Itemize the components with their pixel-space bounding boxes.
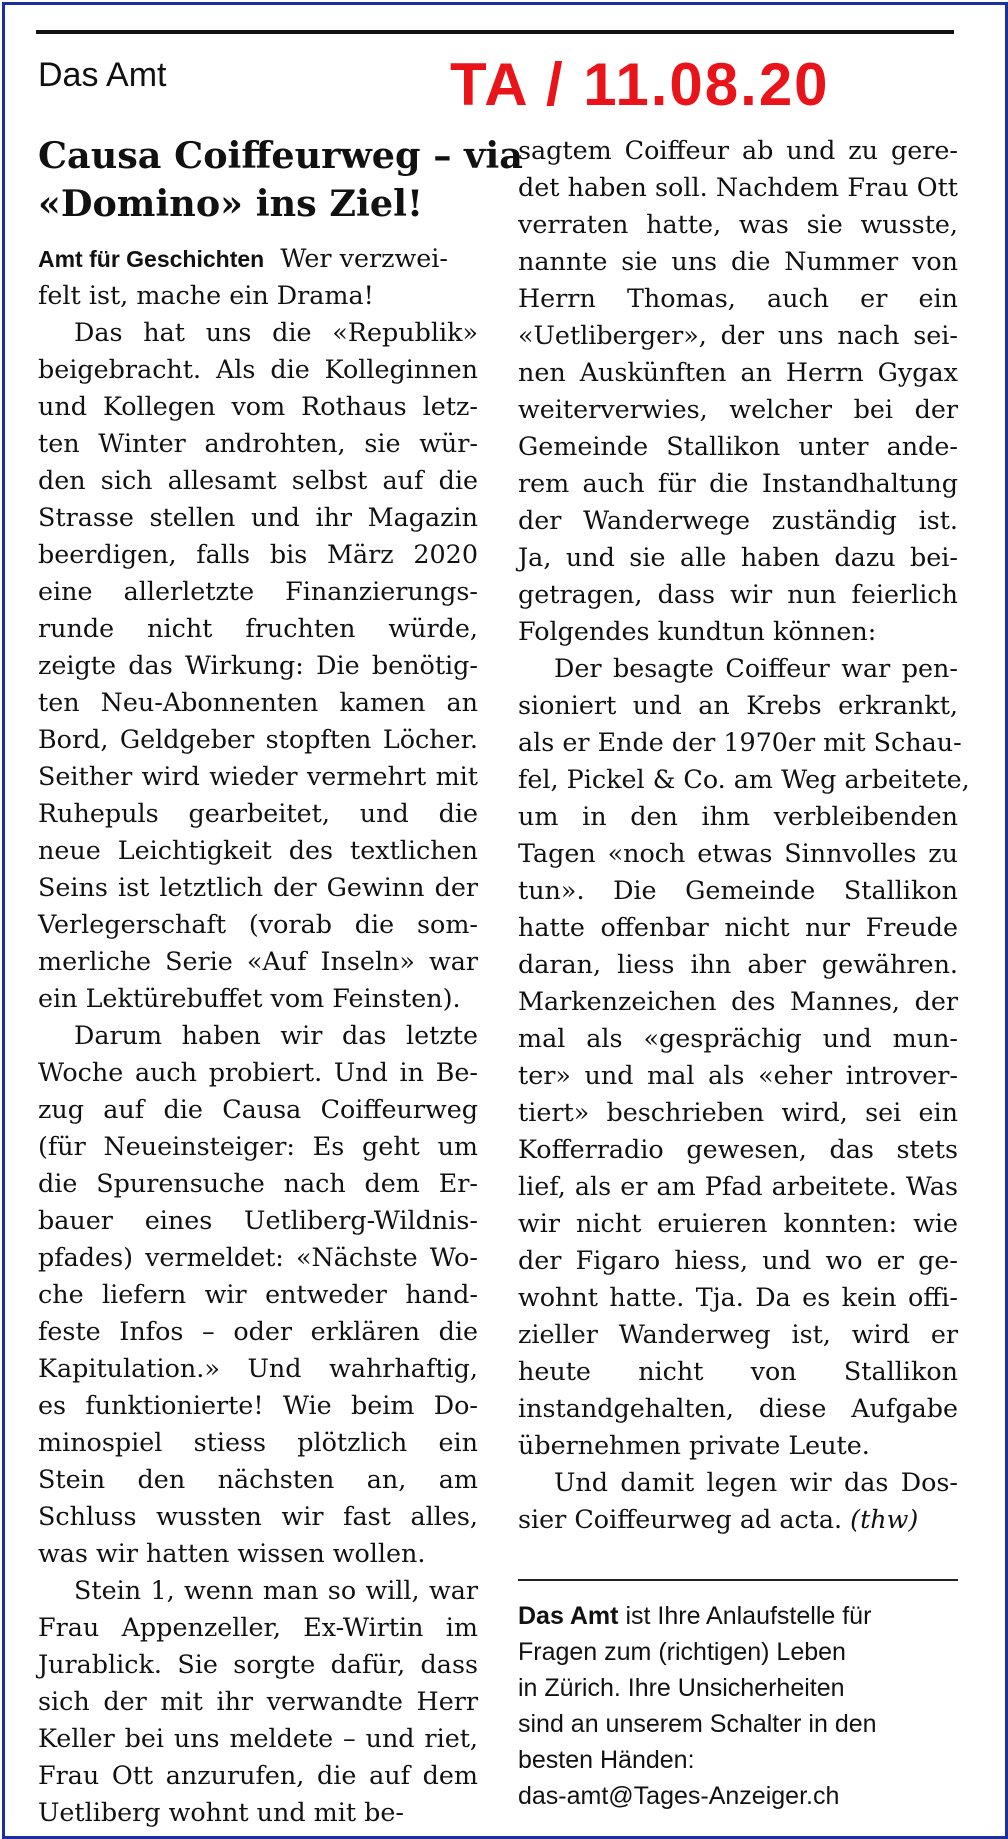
kicker: Amt für Geschichten: [38, 246, 265, 272]
text-line: Kofferradio gewesen, das stets: [518, 1134, 958, 1164]
text-line: Und damit legen wir das Dos-: [554, 1467, 958, 1497]
info-line: in Zürich. Ihre Unsicherheiten: [518, 1674, 845, 1702]
text-line-content: sier Coiffeurweg ad acta.: [518, 1504, 851, 1534]
text-line: Der besagte Coiffeur war pen-: [554, 653, 958, 683]
text-line: Gemeinde Stallikon unter ande-: [518, 431, 958, 461]
text-line: heute nicht von Stallikon: [518, 1356, 958, 1386]
text-line: tiert» beschrieben wird, sei ein: [518, 1097, 958, 1127]
text-line: wir nicht eruieren konnten: wie: [518, 1208, 958, 1238]
text-line: runde nicht fruchten würde,: [38, 613, 478, 643]
text-line: Tagen «noch etwas Sinnvolles zu: [518, 838, 958, 868]
text-line: verraten hatte, was sie wusste,: [518, 209, 958, 239]
text-line: Markenzeichen des Mannes, der: [518, 986, 958, 1016]
right-column: [518, 132, 970, 1538]
text-line: und Kollegen vom Rothaus letz-: [38, 391, 478, 421]
text-line: feste Infos – oder erklären die: [38, 1316, 478, 1346]
text-line: lief, als er am Pfad arbeitete. Was: [518, 1171, 958, 1201]
text-line: getragen, dass wir nun feierlich: [518, 579, 958, 609]
info-line: [518, 1598, 968, 1634]
text-line: tun». Die Gemeinde Stallikon: [518, 875, 958, 905]
text-line: pfades) vermeldet: «Nächste Wo-: [38, 1242, 478, 1272]
text-line: sioniert und an Krebs erkrankt,: [518, 690, 958, 720]
text-line: fel, Pickel & Co. am Weg arbeitete,: [518, 764, 970, 794]
text-line: rem auch für die Instandhaltung: [518, 468, 958, 498]
text-line: Kapitulation.» Und wahrhaftig,: [38, 1353, 478, 1383]
text-line: det haben soll. Nachdem Frau Ott: [518, 172, 958, 202]
text-line: Woche auch probiert. Und in Be-: [38, 1057, 478, 1087]
info-divider: [518, 1579, 958, 1581]
text-line: che liefern wir entweder hand-: [38, 1279, 478, 1309]
headline-line: Causa Coiffeurweg – via: [38, 134, 523, 177]
info-box: [518, 1598, 968, 1814]
info-line: das-amt@Tages-Anzeiger.ch: [518, 1782, 840, 1810]
text-line: um in den ihm verbleibenden: [518, 801, 958, 831]
text-line: mal als «gesprächig und mun-: [518, 1023, 958, 1053]
text-line: weiterverwies, welcher bei der: [518, 394, 958, 424]
text-line: die Spurensuche nach dem Er-: [38, 1168, 478, 1198]
text-line: minospiel stiess plötzlich ein: [38, 1427, 478, 1457]
text-line: nannte sie uns die Nummer von: [518, 246, 958, 276]
text-line: Frau Ott anzurufen, die auf dem: [38, 1760, 478, 1790]
text-line: nen Auskünften an Herrn Gygax: [518, 357, 958, 387]
text-line: felt ist, mache ein Drama!: [38, 280, 374, 310]
text-line: ten Neu-Abonnenten kamen an: [38, 687, 478, 717]
text-line: Bord, Geldgeber stopften Löcher.: [38, 724, 478, 754]
text-line: Strasse stellen und ihr Magazin: [38, 502, 478, 532]
text-line: den sich allesamt selbst auf die: [38, 465, 478, 495]
text-line: was wir hatten wissen wollen.: [38, 1538, 426, 1568]
text-line: Seither wird wieder vermehrt mit: [38, 761, 478, 791]
text-line: Uetliberg wohnt und mit be-: [38, 1797, 404, 1827]
text-line: Ja, und sie alle haben dazu bei-: [518, 542, 958, 572]
text-line: hatte offenbar nicht nur Freude: [518, 912, 958, 942]
text-line: der Wanderwege zuständig ist.: [518, 505, 958, 535]
text-line: zieller Wanderweg ist, wird er: [518, 1319, 958, 1349]
text-line: zeigte das Wirkung: Die benötig-: [38, 650, 478, 680]
text-line: Stein 1, wenn man so will, war: [74, 1575, 478, 1605]
text-line: beigebracht. Als die Kolleginnen: [38, 354, 478, 384]
date-stamp: TA / 11.08.20: [450, 51, 830, 118]
text-line: instandgehalten, diese Aufgabe: [518, 1393, 958, 1423]
author-signature: (thw): [850, 1504, 919, 1534]
text-line: beerdigen, falls bis März 2020: [38, 539, 478, 569]
text-line: Das hat uns die «Republik»: [74, 317, 478, 347]
text-line: ter» und mal als «eher introver-: [518, 1060, 958, 1090]
text-line-content: Wer verzwei-: [264, 243, 448, 273]
text-line: Jurablick. Sie sorgte dafür, dass: [38, 1649, 478, 1679]
text-line: bauer eines Uetliberg-Wildnis-: [38, 1205, 478, 1235]
info-lead: Das Amt: [518, 1602, 619, 1630]
text-line: Stein den nächsten an, am: [38, 1464, 478, 1494]
text-line: ein Lektürebuffet vom Feinsten).: [38, 983, 461, 1013]
text-line: Keller bei uns meldete – und riet,: [38, 1723, 478, 1753]
top-rule: [36, 30, 954, 34]
text-line: «Uetliberger», der uns nach sei-: [518, 320, 958, 350]
text-line: merliche Serie «Auf Inseln» war: [38, 946, 478, 976]
headline-line: «Domino» ins Ziel!: [38, 182, 423, 225]
text-line: Ruhepuls gearbeitet, und die: [38, 798, 478, 828]
text-line: neue Leichtigkeit des textlichen: [38, 835, 478, 865]
text-line: sich der mit ihr verwandte Herr: [38, 1686, 478, 1716]
info-line: Fragen zum (richtigen) Leben: [518, 1638, 846, 1666]
text-line: sagtem Coiffeur ab und zu gere-: [518, 135, 958, 165]
text-line: ten Winter androhten, sie wür-: [38, 428, 478, 458]
text-line: es funktionierte! Wie beim Do-: [38, 1390, 478, 1420]
info-line-content: ist Ihre Anlaufstelle für: [618, 1602, 872, 1630]
text-line: Schluss wussten wir fast alles,: [38, 1501, 478, 1531]
section-label: Das Amt: [38, 56, 167, 94]
text-line: übernehmen private Leute.: [518, 1430, 870, 1460]
text-line: der Figaro hiess, und wo er ge-: [518, 1245, 958, 1275]
text-line: Verlegerschaft (vorab die som-: [38, 909, 478, 939]
left-column: [38, 240, 478, 1831]
text-line: daran, liess ihn aber gewähren.: [518, 949, 958, 979]
info-line: sind an unserem Schalter in den: [518, 1710, 877, 1738]
text-line: als er Ende der 1970er mit Schau-: [518, 727, 962, 757]
text-line: [518, 1501, 958, 1538]
text-line: Frau Appenzeller, Ex-Wirtin im: [38, 1612, 478, 1642]
text-line: Seins ist letztlich der Gewinn der: [38, 872, 478, 902]
text-line: Darum haben wir das letzte: [74, 1020, 478, 1050]
text-line: Folgendes kundtun können:: [518, 616, 877, 646]
text-line: (für Neueinsteiger: Es geht um: [38, 1131, 478, 1161]
text-line: wohnt hatte. Tja. Da es kein offi-: [518, 1282, 958, 1312]
text-line: zug auf die Causa Coiffeurweg: [38, 1094, 478, 1124]
headline: [38, 132, 523, 228]
text-line: eine allerletzte Finanzierungs-: [38, 576, 478, 606]
info-line: besten Händen:: [518, 1746, 695, 1774]
text-line: [38, 240, 478, 277]
text-line: Herrn Thomas, auch er ein: [518, 283, 958, 313]
